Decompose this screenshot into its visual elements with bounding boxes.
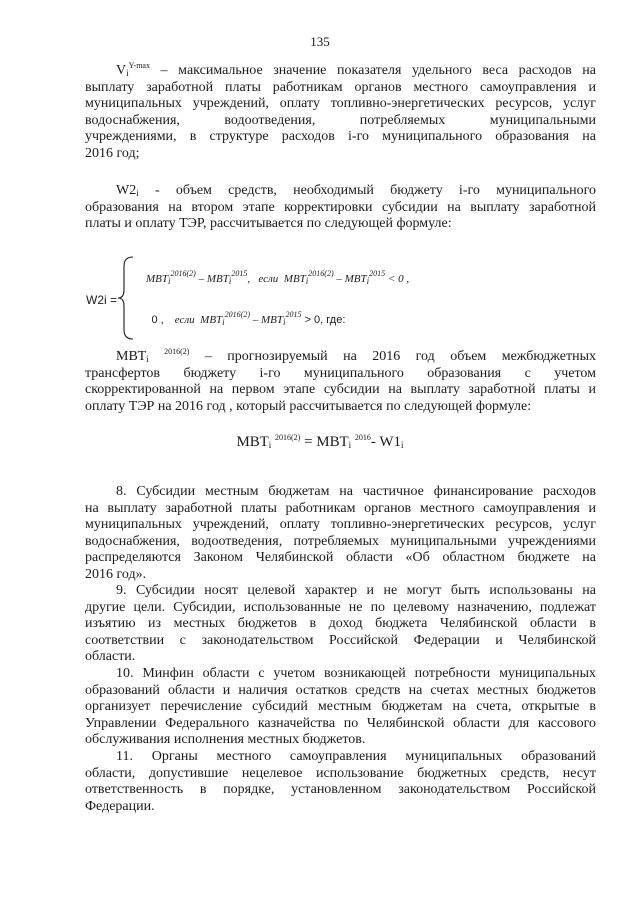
text-line: трансфертов бюджету i-го муниципального образования с учетом bbox=[85, 365, 596, 381]
text-line: образований области и наличия остатков средств на счетах местных бюджетов bbox=[85, 682, 596, 698]
text-fragment: - объем средств, необходимый бюджету i-го муниципального bbox=[138, 183, 596, 198]
text-line: соответствии с законодательством Российской Федерации и Челябинской bbox=[85, 632, 596, 648]
variable: MBT bbox=[261, 314, 283, 326]
subscript: i bbox=[222, 317, 225, 327]
paragraph-10 bbox=[85, 666, 596, 749]
subscript: i bbox=[228, 276, 232, 286]
text-line bbox=[85, 183, 596, 200]
text-line: оплату ТЭР на 2016 год , который рассчитывается по следующей формуле: bbox=[85, 398, 532, 414]
text-line: водоснабжения, водоотведения, потребляемых муниципальными bbox=[85, 112, 596, 128]
text-line: 10. Минфин области с учетом возникающей потребности муниципальных bbox=[116, 666, 596, 681]
comma: , bbox=[247, 273, 251, 285]
variable: МВТ bbox=[236, 434, 269, 450]
mbt-definition bbox=[85, 349, 596, 415]
paragraph-9 bbox=[85, 583, 596, 666]
text-line: 9. Субсидии носят целевой характер и не могут быть использованы на bbox=[116, 583, 596, 598]
superscript: 2015 bbox=[369, 269, 386, 278]
w2-definition bbox=[85, 183, 596, 233]
operator: – bbox=[195, 273, 207, 285]
formula-case-1 bbox=[146, 269, 410, 286]
text-line: ответственность в порядке, установленном законодательством Российской bbox=[85, 782, 596, 798]
variable: МВТ bbox=[116, 349, 147, 364]
text-fragment: – прогнозируемый на 2016 год объем межбюджетных bbox=[189, 349, 596, 364]
superscript: 2016(2) bbox=[170, 269, 196, 278]
variable: MBT bbox=[283, 273, 306, 285]
text-line: водоснабжения, водоотведения, потребляемых муниципальными учреждениями bbox=[85, 533, 596, 549]
variable: MBT bbox=[206, 273, 229, 285]
subscript: i bbox=[305, 276, 309, 286]
variable: V bbox=[116, 63, 127, 78]
superscript: 2016 bbox=[354, 433, 371, 442]
variable: MBT bbox=[200, 314, 223, 326]
operator: – bbox=[250, 314, 261, 326]
subscript: i bbox=[146, 354, 149, 364]
superscript: 2016(2) bbox=[308, 269, 334, 278]
variable: - W1 bbox=[370, 434, 402, 450]
text-line: организует перечисление субсидий местным бюджетам на счета, открытые в bbox=[85, 699, 596, 715]
superscript: Y-max bbox=[128, 61, 150, 70]
variable: MBT bbox=[146, 273, 168, 285]
text-line: выплату заработной платы работникам органов местного самоуправления и bbox=[85, 79, 596, 95]
subscript: i bbox=[348, 440, 352, 450]
superscript: 2016(2) bbox=[224, 310, 250, 319]
superscript: 2015 bbox=[285, 310, 302, 319]
keyword: если bbox=[174, 314, 195, 326]
text-line: учреждениями, в структуре расходов i-го муниципального образования на bbox=[85, 129, 596, 145]
paragraph-11 bbox=[85, 749, 596, 815]
text-line: 2016 год; bbox=[85, 145, 140, 161]
variable: W2 bbox=[116, 183, 137, 198]
page-number: 135 bbox=[310, 34, 330, 49]
text-line: изъятию из местных бюджетов в доход бюджета Челябинской области в bbox=[85, 616, 596, 632]
subscript: i bbox=[366, 276, 370, 286]
superscript: 2016(2) bbox=[164, 347, 190, 356]
text-line: платы и оплату ТЭР, рассчитывается по следующей формуле: bbox=[85, 216, 452, 232]
text-line: распределяются Законом Челябинской области «Об областном бюджете на bbox=[85, 550, 596, 566]
subscript: i bbox=[268, 440, 272, 450]
formula-case-2 bbox=[146, 310, 346, 327]
variable: MBT bbox=[344, 273, 367, 285]
formula-label: W2i = bbox=[86, 293, 118, 307]
text-line: скорректированной на первом этапе субсидии на выплату заработной платы и bbox=[85, 382, 596, 398]
subscript: i bbox=[283, 317, 286, 327]
zero-value: 0 , bbox=[151, 314, 164, 326]
text-line bbox=[85, 349, 596, 366]
text-line: области. bbox=[85, 649, 136, 665]
condition: > 0, где: bbox=[301, 314, 346, 326]
condition: < 0 , bbox=[385, 273, 410, 285]
text-line: 8. Субсидии местным бюджетам на частичное финансирование расходов bbox=[116, 484, 596, 499]
text-line: обслуживания исполнения местных бюджетов. bbox=[85, 732, 366, 748]
subscript: i bbox=[126, 68, 129, 78]
text-line: муниципальных учреждений, оплату топливно-энергетических ресурсов, услуг bbox=[85, 96, 596, 112]
superscript: 2015 bbox=[231, 269, 248, 278]
brace-icon bbox=[117, 256, 135, 340]
text-line: области, допустившие нецелевое использование бюджетных средств, несут bbox=[85, 765, 596, 781]
operator: – bbox=[333, 273, 345, 285]
text-line: Федерации. bbox=[85, 798, 155, 814]
text-line bbox=[85, 63, 596, 80]
vy-definition bbox=[85, 63, 596, 163]
text-line: 11. Органы местного самоуправления муниципальных образований bbox=[116, 749, 596, 764]
subscript: i bbox=[401, 440, 404, 450]
text-line: на выплату заработной платы работникам органов местного самоуправления и bbox=[85, 500, 596, 516]
paragraph-8 bbox=[85, 484, 596, 584]
text-line: Управлении Федерального казначейства по Челябинской области для кассового bbox=[85, 715, 596, 731]
text-line: муниципальных учреждений, оплату топливно-энергетических ресурсов, услуг bbox=[85, 517, 596, 533]
formula-mbt bbox=[0, 434, 640, 451]
variable: = МВТ bbox=[300, 434, 349, 450]
subscript: i bbox=[168, 276, 171, 286]
keyword: если bbox=[258, 273, 279, 285]
text-line: образования на втором этапе корректировки субсидии на выплату заработной bbox=[85, 199, 596, 215]
text-fragment: – максимальное значение показателя удельного веса расходов на bbox=[149, 63, 596, 78]
text-line: другие цели. Субсидии, использованные не по целевому назначению, подлежат bbox=[85, 599, 596, 615]
subscript: i bbox=[136, 188, 139, 198]
superscript: 2016(2) bbox=[275, 433, 301, 442]
text-line: 2016 год». bbox=[85, 566, 147, 582]
